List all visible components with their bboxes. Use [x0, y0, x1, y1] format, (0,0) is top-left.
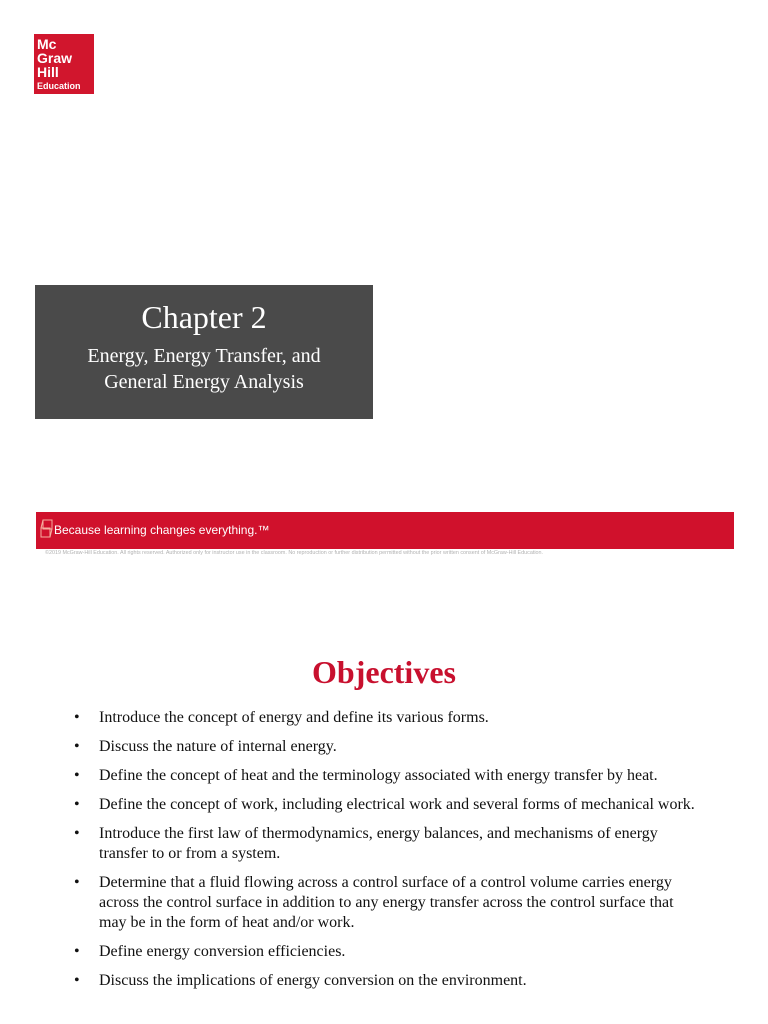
chapter-subtitle-line-2: General Energy Analysis	[104, 371, 304, 393]
chapter-title: Chapter 2	[141, 299, 267, 335]
copyright-notice: ©2019 McGraw-Hill Education. All rights reserved. Authorized only for instructor use in the classroom. No reproduction or further distribution permitted without the prior written consent of McGraw-Hill Education.	[45, 550, 544, 556]
list-item	[72, 795, 702, 815]
logo-line-3: Hill	[37, 64, 59, 80]
objective-text: Discuss the implications of energy conversion on the environment.	[99, 972, 527, 989]
objectives-list	[72, 708, 702, 1000]
objective-text: Introduce the concept of energy and define its various forms.	[99, 709, 489, 726]
list-item	[72, 737, 702, 757]
chapter-subtitle	[35, 343, 373, 395]
bullet-icon: •	[74, 709, 80, 726]
bullet-icon: •	[74, 972, 80, 989]
objective-text: Define the concept of heat and the terminology associated with energy transfer by heat.	[99, 767, 658, 784]
logo-line-2: Graw	[37, 50, 73, 66]
list-item	[72, 766, 702, 786]
objective-text: Discuss the nature of internal energy.	[99, 738, 337, 755]
cube-icon	[40, 518, 54, 540]
mcgraw-hill-logo	[34, 34, 94, 94]
brand-tagline: Because learning changes everything.™	[54, 523, 270, 537]
bullet-icon: •	[74, 767, 80, 784]
objective-text: Define the concept of work, including electrical work and several forms of mechanical work.	[99, 796, 695, 813]
objective-text: Determine that a fluid flowing across a control surface of a control volume carries energy across the control surface in addition to any energy transfer across the control surface that may be in the form of heat and/or work.	[99, 874, 674, 931]
bullet-icon: •	[74, 825, 80, 842]
objective-text: Define energy conversion efficiencies.	[99, 943, 346, 960]
list-item	[72, 873, 702, 933]
logo-line-1: Mc	[37, 36, 57, 52]
list-item	[72, 971, 702, 991]
bullet-icon: •	[74, 738, 80, 755]
brand-band	[36, 512, 734, 549]
list-item	[72, 942, 702, 962]
objectives-heading: Objectives	[312, 654, 456, 690]
bullet-icon: •	[74, 874, 80, 891]
chapter-subtitle-line-1: Energy, Energy Transfer, and	[87, 345, 321, 367]
objective-text: Introduce the first law of thermodynamics, energy balances, and mechanisms of energy transfer to or from a system.	[99, 825, 658, 862]
bullet-icon: •	[74, 943, 80, 960]
list-item	[72, 824, 702, 864]
chapter-title-box	[35, 285, 373, 419]
list-item	[72, 708, 702, 728]
logo-line-4: Education	[37, 81, 81, 91]
bullet-icon: •	[74, 796, 80, 813]
